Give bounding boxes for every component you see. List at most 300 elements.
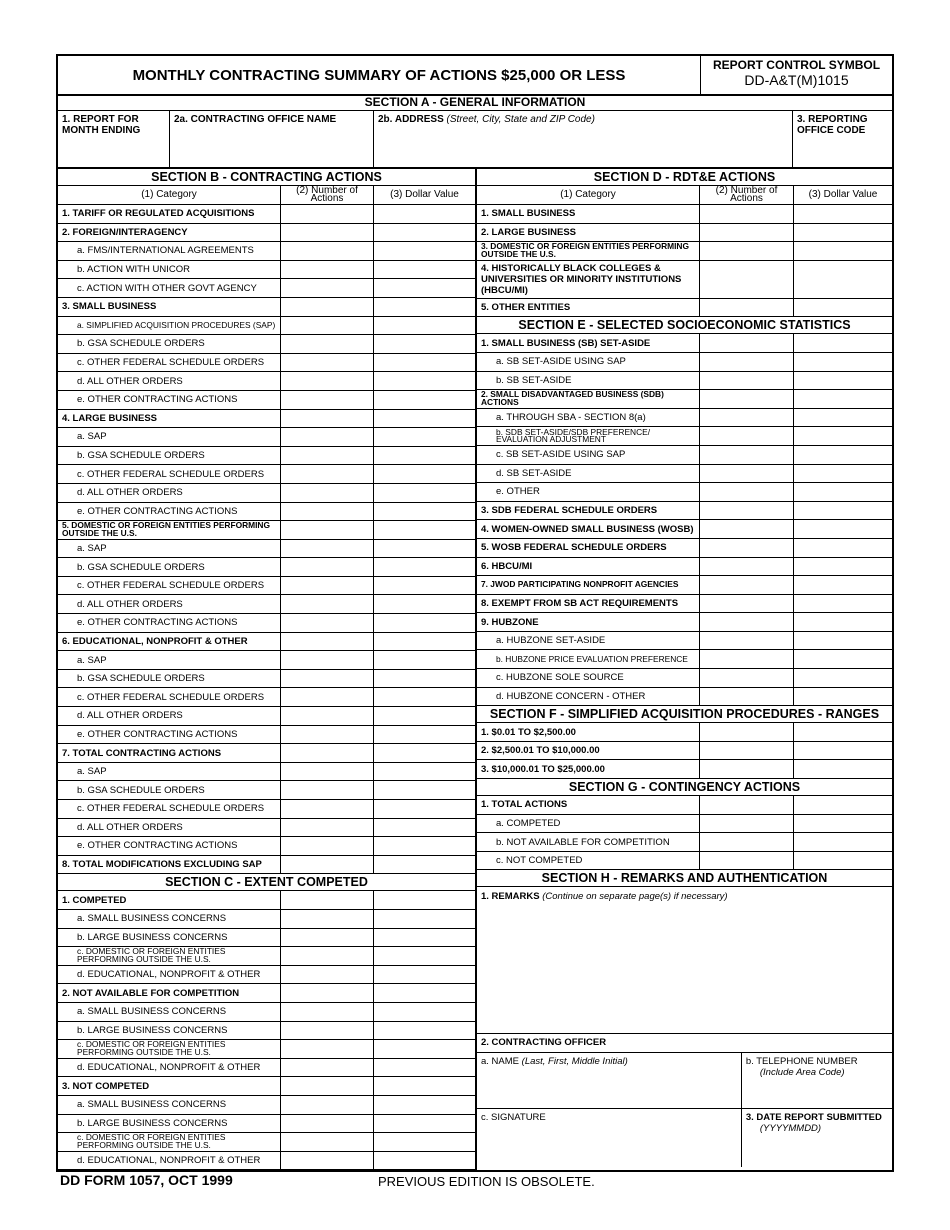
section-e-dollar-input[interactable] (794, 595, 892, 613)
section-b-title: SECTION B - CONTRACTING ACTIONS (58, 169, 475, 186)
section-e-dollar-input[interactable] (794, 576, 892, 594)
section-b-dollar-input[interactable] (374, 837, 475, 855)
section-b-dollar-input[interactable] (374, 726, 475, 744)
section-e-dollar-input[interactable] (794, 353, 892, 371)
section-f-row (477, 760, 892, 779)
section-g-row (477, 815, 892, 834)
section-b-dollar-input[interactable] (374, 205, 475, 223)
section-e-row (477, 539, 892, 558)
section-d-number-input[interactable] (700, 224, 794, 242)
section-b-dollar-input[interactable] (374, 391, 475, 409)
section-b-row (58, 298, 475, 317)
section-b-dollar-input[interactable] (374, 614, 475, 632)
section-f-title: SECTION F - SIMPLIFIED ACQUISITION PROCEDURES - RANGES (477, 706, 892, 723)
section-e-number-input[interactable] (700, 520, 794, 538)
section-g-row (477, 796, 892, 815)
section-b-number-input[interactable] (281, 484, 374, 502)
section-b-number-input[interactable] (281, 224, 374, 242)
section-c-row (58, 1003, 475, 1022)
section-c-category: c. DOMESTIC OR FOREIGN ENTITIES PERFORMING OUTSIDE THE U.S. (58, 947, 281, 965)
section-c-number-input[interactable] (281, 1077, 374, 1095)
section-f-number-input[interactable] (700, 723, 794, 741)
section-e-row (477, 409, 892, 428)
section-b-category: e. OTHER CONTRACTING ACTIONS (58, 503, 281, 521)
section-c-number-input[interactable] (281, 1059, 374, 1077)
section-c-dollar-input[interactable] (374, 1003, 475, 1021)
section-b-number-input[interactable] (281, 279, 374, 297)
section-e-dollar-input[interactable] (794, 483, 892, 501)
section-b-number-input[interactable] (281, 410, 374, 428)
signature-field[interactable] (477, 1109, 742, 1167)
section-b-number-input[interactable] (281, 707, 374, 725)
section-e-dollar-input[interactable] (794, 409, 892, 427)
section-b-number-input[interactable] (281, 856, 374, 874)
section-d-number-input[interactable] (700, 205, 794, 223)
section-b-number-input[interactable] (281, 447, 374, 465)
section-c-category: a. SMALL BUSINESS CONCERNS (58, 1096, 281, 1114)
section-e-category: a. SB SET-ASIDE USING SAP (477, 353, 700, 371)
section-d-number-input[interactable] (700, 242, 794, 260)
section-b-dollar-input[interactable] (374, 819, 475, 837)
section-e-number-input[interactable] (700, 483, 794, 501)
section-b-dollar-input[interactable] (374, 558, 475, 576)
section-b-category: 8. TOTAL MODIFICATIONS EXCLUDING SAP (58, 856, 281, 874)
section-b-dollar-input[interactable] (374, 800, 475, 818)
section-e-number-input[interactable] (700, 669, 794, 687)
section-b-dollar-input[interactable] (374, 763, 475, 781)
section-c-dollar-input[interactable] (374, 891, 475, 909)
section-b-category: 6. EDUCATIONAL, NONPROFIT & OTHER (58, 633, 281, 651)
section-c-dollar-input[interactable] (374, 1077, 475, 1095)
section-b-number-input[interactable] (281, 465, 374, 483)
section-b-dollar-input[interactable] (374, 651, 475, 669)
section-e-dollar-input[interactable] (794, 688, 892, 706)
date-label: 3. DATE REPORT SUBMITTED (745, 1112, 882, 1124)
section-e-number-input[interactable] (700, 334, 794, 352)
section-b-dollar-input[interactable] (374, 484, 475, 502)
section-d-dollar-input[interactable] (794, 242, 892, 260)
section-g-dollar-input[interactable] (794, 833, 892, 851)
section-e-row (477, 446, 892, 465)
section-e-category: 2. SMALL DISADVANTAGED BUSINESS (SDB) ACTIONS (477, 390, 700, 408)
category-col-header: (1) Category (477, 186, 700, 204)
section-d-dollar-input[interactable] (794, 261, 892, 298)
section-b-dollar-input[interactable] (374, 447, 475, 465)
section-b-dollar-input[interactable] (374, 372, 475, 390)
section-b-row (58, 763, 475, 782)
section-g-title: SECTION G - CONTINGENCY ACTIONS (477, 779, 892, 796)
section-c-number-input[interactable] (281, 929, 374, 947)
section-b-dollar-input[interactable] (374, 298, 475, 316)
section-c-title: SECTION C - EXTENT COMPETED (58, 874, 475, 891)
section-c-dollar-input[interactable] (374, 1115, 475, 1133)
section-d-category: 1. SMALL BUSINESS (477, 205, 700, 223)
section-c-number-input[interactable] (281, 1003, 374, 1021)
section-e-number-input[interactable] (700, 595, 794, 613)
section-b-row (58, 540, 475, 559)
section-e-number-input[interactable] (700, 465, 794, 483)
section-e-category: 9. HUBZONE (477, 613, 700, 631)
section-c-category: a. SMALL BUSINESS CONCERNS (58, 910, 281, 928)
section-e-number-input[interactable] (700, 427, 794, 445)
section-e-category: b. SDB SET-ASIDE/SDB PREFERENCE/ EVALUATION ADJUSTMENT (477, 427, 700, 445)
section-g-dollar-input[interactable] (794, 796, 892, 814)
section-b-number-input[interactable] (281, 391, 374, 409)
section-d-title: SECTION D - RDT&E ACTIONS (477, 169, 892, 186)
section-b-number-input[interactable] (281, 261, 374, 279)
signature-row (477, 1109, 892, 1167)
section-c-number-input[interactable] (281, 1096, 374, 1114)
section-e-row (477, 595, 892, 614)
section-c-number-input[interactable] (281, 1152, 374, 1170)
section-e-category: b. SB SET-ASIDE (477, 372, 700, 390)
section-e-dollar-input[interactable] (794, 669, 892, 687)
section-e-number-input[interactable] (700, 446, 794, 464)
section-e-number-input[interactable] (700, 372, 794, 390)
section-d-category: 2. LARGE BUSINESS (477, 224, 700, 242)
section-g-category: a. COMPETED (477, 815, 700, 833)
section-c-category: d. EDUCATIONAL, NONPROFIT & OTHER (58, 1152, 281, 1170)
right-column (477, 169, 892, 1170)
section-b-number-input[interactable] (281, 781, 374, 799)
address-field[interactable] (374, 111, 793, 167)
section-e-dollar-input[interactable] (794, 558, 892, 576)
section-e-category: c. SB SET-ASIDE USING SAP (477, 446, 700, 464)
office-name-field[interactable] (170, 111, 374, 167)
section-e-row (477, 483, 892, 502)
section-b-number-input[interactable] (281, 558, 374, 576)
section-e-dollar-input[interactable] (794, 650, 892, 668)
section-b-row (58, 391, 475, 410)
section-b-dollar-input[interactable] (374, 279, 475, 297)
form-id: DD FORM 1057, OCT 1999 (60, 1172, 233, 1188)
section-c-dollar-input[interactable] (374, 1040, 475, 1058)
section-b-category: c. OTHER FEDERAL SCHEDULE ORDERS (58, 800, 281, 818)
section-e-number-input[interactable] (700, 502, 794, 520)
section-e-category: c. HUBZONE SOLE SOURCE (477, 669, 700, 687)
section-c-row (58, 947, 475, 966)
section-e-title: SECTION E - SELECTED SOCIOECONOMIC STATISTICS (477, 317, 892, 334)
section-e-number-input[interactable] (700, 650, 794, 668)
section-b-category: e. OTHER CONTRACTING ACTIONS (58, 614, 281, 632)
section-e-row (477, 334, 892, 353)
section-b-category: 3. SMALL BUSINESS (58, 298, 281, 316)
address-label: 2b. ADDRESS (378, 114, 444, 125)
section-b-dollar-input[interactable] (374, 688, 475, 706)
section-b-dollar-input[interactable] (374, 595, 475, 613)
section-b-row (58, 744, 475, 763)
section-b-number-input[interactable] (281, 800, 374, 818)
section-b-number-input[interactable] (281, 335, 374, 353)
section-e-row (477, 353, 892, 372)
section-b-category: c. ACTION WITH OTHER GOVT AGENCY (58, 279, 281, 297)
section-e-category: d. HUBZONE CONCERN - OTHER (477, 688, 700, 706)
section-b-number-input[interactable] (281, 428, 374, 446)
section-b-number-input[interactable] (281, 651, 374, 669)
section-c-category: b. LARGE BUSINESS CONCERNS (58, 1022, 281, 1040)
section-b-category: b. GSA SCHEDULE ORDERS (58, 447, 281, 465)
section-b-row (58, 261, 475, 280)
section-b-number-input[interactable] (281, 633, 374, 651)
section-e-dollar-input[interactable] (794, 390, 892, 408)
left-column (58, 169, 477, 1170)
section-f-dollar-input[interactable] (794, 723, 892, 741)
signature-label: c. SIGNATURE (481, 1112, 546, 1124)
section-b-category: e. OTHER CONTRACTING ACTIONS (58, 837, 281, 855)
section-e-dollar-input[interactable] (794, 502, 892, 520)
section-b-number-input[interactable] (281, 205, 374, 223)
section-b-category: 4. LARGE BUSINESS (58, 410, 281, 428)
section-b-dollar-input[interactable] (374, 744, 475, 762)
section-c-category: c. DOMESTIC OR FOREIGN ENTITIES PERFORMING OUTSIDE THE U.S. (58, 1040, 281, 1058)
section-c-dollar-input[interactable] (374, 947, 475, 965)
section-e-row (477, 576, 892, 595)
section-b-row (58, 819, 475, 838)
section-b-dollar-input[interactable] (374, 410, 475, 428)
section-b-row (58, 503, 475, 522)
section-b-row (58, 242, 475, 261)
section-e-number-input[interactable] (700, 539, 794, 557)
date-hint: (YYYYMMDD) (759, 1123, 822, 1135)
section-e-row (477, 688, 892, 707)
section-b-row (58, 354, 475, 373)
section-e-category: 4. WOMEN-OWNED SMALL BUSINESS (WOSB) (477, 520, 700, 538)
section-b-dollar-input[interactable] (374, 224, 475, 242)
section-b-number-input[interactable] (281, 242, 374, 260)
section-g-number-input[interactable] (700, 833, 794, 851)
section-c-dollar-input[interactable] (374, 929, 475, 947)
section-e-dollar-input[interactable] (794, 613, 892, 631)
report-month-field[interactable] (58, 111, 170, 167)
section-f-number-input[interactable] (700, 760, 794, 778)
section-c-category: a. SMALL BUSINESS CONCERNS (58, 1003, 281, 1021)
section-e-dollar-input[interactable] (794, 539, 892, 557)
section-b-dollar-input[interactable] (374, 670, 475, 688)
section-c-row (58, 929, 475, 948)
section-a-title: SECTION A - GENERAL INFORMATION (58, 94, 892, 111)
section-b-dollar-input[interactable] (374, 503, 475, 521)
section-b-category: c. OTHER FEDERAL SCHEDULE ORDERS (58, 354, 281, 372)
section-b-dollar-input[interactable] (374, 577, 475, 595)
office-code-field[interactable] (793, 111, 892, 167)
section-b-dollar-input[interactable] (374, 540, 475, 558)
section-c-number-input[interactable] (281, 891, 374, 909)
section-g-dollar-input[interactable] (794, 815, 892, 833)
section-e-number-input[interactable] (700, 558, 794, 576)
section-b-row (58, 521, 475, 540)
section-c-number-input[interactable] (281, 984, 374, 1002)
section-b-row (58, 410, 475, 429)
section-b-category: c. OTHER FEDERAL SCHEDULE ORDERS (58, 688, 281, 706)
section-b-dollar-input[interactable] (374, 242, 475, 260)
section-c-row (58, 910, 475, 929)
section-g-number-input[interactable] (700, 815, 794, 833)
section-e-dollar-input[interactable] (794, 427, 892, 445)
section-b-category: b. GSA SCHEDULE ORDERS (58, 335, 281, 353)
section-b-row (58, 279, 475, 298)
section-b-row (58, 651, 475, 670)
section-b-dollar-input[interactable] (374, 633, 475, 651)
section-b-row (58, 205, 475, 224)
section-a-fields (58, 111, 892, 169)
section-b-number-input[interactable] (281, 503, 374, 521)
section-b-number-input[interactable] (281, 354, 374, 372)
officer-name-field[interactable] (477, 1053, 742, 1108)
date-field[interactable] (742, 1109, 892, 1167)
section-b-category: a. SAP (58, 540, 281, 558)
section-c-number-input[interactable] (281, 947, 374, 965)
section-c-dollar-input[interactable] (374, 966, 475, 984)
section-c-row (58, 1133, 475, 1152)
section-c-dollar-input[interactable] (374, 910, 475, 928)
section-e-number-input[interactable] (700, 390, 794, 408)
section-b-dollar-input[interactable] (374, 856, 475, 874)
phone-label: b. TELEPHONE NUMBER (745, 1056, 858, 1068)
section-e-row (477, 669, 892, 688)
section-c-category: 2. NOT AVAILABLE FOR COMPETITION (58, 984, 281, 1002)
section-b-number-input[interactable] (281, 819, 374, 837)
section-f-number-input[interactable] (700, 742, 794, 760)
section-d-dollar-input[interactable] (794, 205, 892, 223)
section-c-number-input[interactable] (281, 1022, 374, 1040)
section-b-dollar-input[interactable] (374, 465, 475, 483)
section-e-dollar-input[interactable] (794, 446, 892, 464)
rcs-value: DD-A&T(M)1015 (744, 72, 849, 88)
section-b-row (58, 372, 475, 391)
section-b-row (58, 781, 475, 800)
section-b-number-input[interactable] (281, 317, 374, 335)
section-c-number-input[interactable] (281, 1040, 374, 1058)
section-e-dollar-input[interactable] (794, 372, 892, 390)
section-e-row (477, 632, 892, 651)
section-c-dollar-input[interactable] (374, 1152, 475, 1170)
remarks-hint: (Continue on separate page(s) if necessary) (542, 891, 728, 903)
category-col-header: (1) Category (58, 186, 281, 204)
section-e-category: d. SB SET-ASIDE (477, 465, 700, 483)
section-b-number-input[interactable] (281, 298, 374, 316)
section-e-row (477, 390, 892, 409)
section-b-category: 5. DOMESTIC OR FOREIGN ENTITIES PERFORMING OUTSIDE THE U.S. (58, 521, 281, 539)
section-f-dollar-input[interactable] (794, 742, 892, 760)
section-c-dollar-input[interactable] (374, 1059, 475, 1077)
section-c-number-input[interactable] (281, 910, 374, 928)
section-b-dollar-input[interactable] (374, 781, 475, 799)
section-b-row (58, 428, 475, 447)
section-d-category: 5. OTHER ENTITIES (477, 299, 700, 317)
section-b-row (58, 558, 475, 577)
section-b-dollar-input[interactable] (374, 428, 475, 446)
section-b-number-input[interactable] (281, 614, 374, 632)
section-e-number-input[interactable] (700, 632, 794, 650)
address-hint: (Street, City, State and ZIP Code) (446, 114, 595, 125)
section-e-dollar-input[interactable] (794, 465, 892, 483)
section-d-dollar-input[interactable] (794, 299, 892, 317)
rcs-label: REPORT CONTROL SYMBOL (712, 58, 881, 72)
section-b-dollar-input[interactable] (374, 261, 475, 279)
section-b-number-input[interactable] (281, 577, 374, 595)
section-b-number-input[interactable] (281, 521, 374, 539)
section-b-number-input[interactable] (281, 540, 374, 558)
section-b-dollar-input[interactable] (374, 521, 475, 539)
section-c-category: d. EDUCATIONAL, NONPROFIT & OTHER (58, 966, 281, 984)
section-f-dollar-input[interactable] (794, 760, 892, 778)
section-f-row (477, 723, 892, 742)
section-c-dollar-input[interactable] (374, 1133, 475, 1151)
office-name-label: 2a. CONTRACTING OFFICE NAME (174, 114, 337, 125)
section-b-number-input[interactable] (281, 372, 374, 390)
officer-name-row (477, 1053, 892, 1109)
section-b-number-input[interactable] (281, 744, 374, 762)
section-e-number-input[interactable] (700, 409, 794, 427)
form-header (58, 56, 892, 96)
remarks-field[interactable] (477, 887, 892, 1034)
section-d-dollar-input[interactable] (794, 224, 892, 242)
section-e-number-input[interactable] (700, 576, 794, 594)
section-d-number-input[interactable] (700, 299, 794, 317)
section-c-dollar-input[interactable] (374, 1096, 475, 1114)
section-b-row (58, 317, 475, 336)
section-b-number-input[interactable] (281, 670, 374, 688)
section-e-dollar-input[interactable] (794, 334, 892, 352)
section-b-dollar-input[interactable] (374, 317, 475, 335)
section-c-category: b. LARGE BUSINESS CONCERNS (58, 929, 281, 947)
section-d-row (477, 205, 892, 224)
dollar-col-header: (3) Dollar Value (808, 189, 878, 200)
section-b-number-input[interactable] (281, 763, 374, 781)
officer-name-label: a. NAME (481, 1056, 520, 1068)
phone-field[interactable] (742, 1053, 892, 1108)
column-header (477, 186, 892, 205)
section-e-number-input[interactable] (700, 688, 794, 706)
section-c-row (58, 966, 475, 985)
section-b-dollar-input[interactable] (374, 335, 475, 353)
section-b-number-input[interactable] (281, 688, 374, 706)
section-g-number-input[interactable] (700, 852, 794, 870)
section-b-row (58, 726, 475, 745)
section-e-number-input[interactable] (700, 353, 794, 371)
section-d-number-input[interactable] (700, 261, 794, 298)
section-b-category: d. ALL OTHER ORDERS (58, 707, 281, 725)
section-c-number-input[interactable] (281, 966, 374, 984)
section-b-row (58, 577, 475, 596)
section-b-category: b. GSA SCHEDULE ORDERS (58, 781, 281, 799)
section-e-category: 3. SDB FEDERAL SCHEDULE ORDERS (477, 502, 700, 520)
dollar-col-header: (3) Dollar Value (390, 189, 459, 200)
section-c-number-input[interactable] (281, 1115, 374, 1133)
section-b-row (58, 670, 475, 689)
section-c-dollar-input[interactable] (374, 984, 475, 1002)
section-g-category: c. NOT COMPETED (477, 852, 700, 870)
obsolete-note: PREVIOUS EDITION IS OBSOLETE. (378, 1174, 595, 1189)
section-e-dollar-input[interactable] (794, 632, 892, 650)
section-g-dollar-input[interactable] (794, 852, 892, 870)
section-c-dollar-input[interactable] (374, 1022, 475, 1040)
section-e-number-input[interactable] (700, 613, 794, 631)
section-b-row (58, 614, 475, 633)
section-b-category: a. SAP (58, 651, 281, 669)
section-b-dollar-input[interactable] (374, 354, 475, 372)
section-b-dollar-input[interactable] (374, 707, 475, 725)
section-d-row (477, 299, 892, 318)
section-b-number-input[interactable] (281, 837, 374, 855)
section-e-row (477, 372, 892, 391)
section-b-number-input[interactable] (281, 595, 374, 613)
section-e-dollar-input[interactable] (794, 520, 892, 538)
section-b-number-input[interactable] (281, 726, 374, 744)
section-c-category: 3. NOT COMPETED (58, 1077, 281, 1095)
section-g-number-input[interactable] (700, 796, 794, 814)
section-c-number-input[interactable] (281, 1133, 374, 1151)
